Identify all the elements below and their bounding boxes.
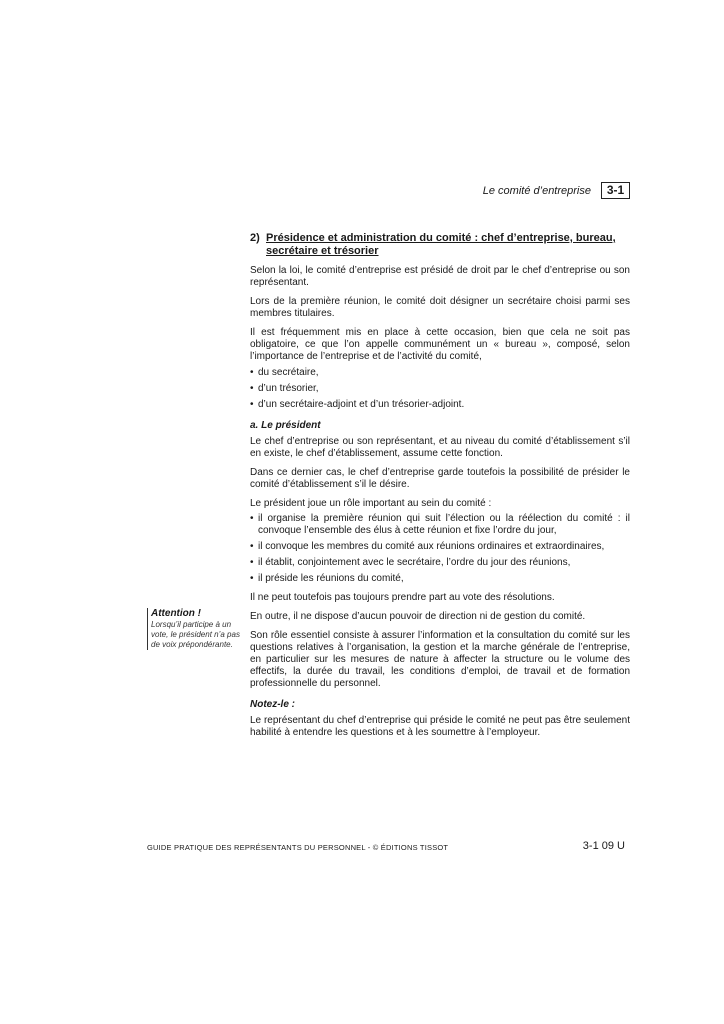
section-heading: [250, 232, 630, 258]
list-item: • il préside les réunions du comité,: [250, 573, 630, 585]
paragraph: Il est fréquemment mis en place à cette occasion, bien que cela ne soit pas obligatoire, ce que l’on appelle communément un « bureau », composé, selon l’importance de l’entreprise et de l’activité du comité,: [250, 327, 630, 362]
main-content: [250, 232, 630, 746]
list-item: • du secrétaire,: [250, 367, 630, 379]
footer-page-ref: 3-1 09 U: [582, 840, 625, 852]
paragraph: Lors de la première réunion, le comité doit désigner un secrétaire choisi parmi ses membres titulaires.: [250, 296, 630, 319]
paragraph: Selon la loi, le comité d’entreprise est présidé de droit par le chef d’entreprise ou son représentant.: [250, 265, 630, 288]
bureau-list: [250, 367, 630, 411]
section-number: 2): [250, 232, 260, 244]
paragraph: Le chef d’entreprise ou son représentant, et au niveau du comité d’établissement s’il en existe, le chef d’établissement, assume cette fonction.: [250, 436, 630, 459]
note-text: Le représentant du chef d’entreprise qui préside le comité ne peut pas être seulement habilité à entendre les questions et à les soumettre à l’employeur.: [250, 715, 630, 738]
list-item: • d’un secrétaire-adjoint et d’un trésorier-adjoint.: [250, 399, 630, 411]
section-title: Présidence et administration du comité : chef d’entreprise, bureau, secrétaire et trésorier: [266, 232, 616, 257]
attention-sidebar: [147, 608, 243, 650]
sidebar-text: Lorsqu’il participe à un vote, le président n’a pas de voix prépondérante.: [151, 620, 240, 649]
paragraph: Son rôle essentiel consiste à assurer l’information et la consultation du comité sur les questions relatives à l’organisation, la gestion et la marche générale de l’entreprise, en particulier sur les mesures de nature à affecter la structure ou le volume des effectifs, la durée du travail, les conditions d’emploi, de travail et de formation professionnelle du personnel.: [250, 630, 630, 689]
footer-publication: GUIDE PRATIQUE DES REPRÉSENTANTS DU PERSONNEL - © ÉDITIONS TISSOT: [147, 843, 449, 852]
section-number-box: 3-1: [601, 182, 630, 199]
list-item: • il établit, conjointement avec le secrétaire, l’ordre du jour des réunions,: [250, 557, 630, 569]
sidebar-title: Attention !: [151, 608, 201, 619]
president-role-list: [250, 513, 630, 585]
paragraph: Dans ce dernier cas, le chef d’entreprise garde toutefois la possibilité de présider le comité d’établissement s’il le désire.: [250, 467, 630, 490]
paragraph: Il ne peut toutefois pas toujours prendre part au vote des résolutions.: [250, 592, 555, 603]
paragraph: En outre, il ne dispose d’aucun pouvoir de direction ni de gestion du comité.: [250, 611, 586, 622]
subsection-title: a. Le président: [250, 420, 321, 431]
list-item: • il convoque les membres du comité aux réunions ordinaires et extraordinaires,: [250, 541, 630, 553]
running-header-title: Le comité d’entreprise: [482, 185, 591, 197]
list-item: • d’un trésorier,: [250, 383, 630, 395]
note-title: Notez-le :: [250, 699, 295, 710]
list-item: • il organise la première réunion qui suit l’élection ou la réélection du comité : il convoque l’ensemble des élus à cette réunion et fixe l’ordre du jour,: [250, 513, 630, 537]
paragraph: Le président joue un rôle important au sein du comité :: [250, 498, 492, 509]
